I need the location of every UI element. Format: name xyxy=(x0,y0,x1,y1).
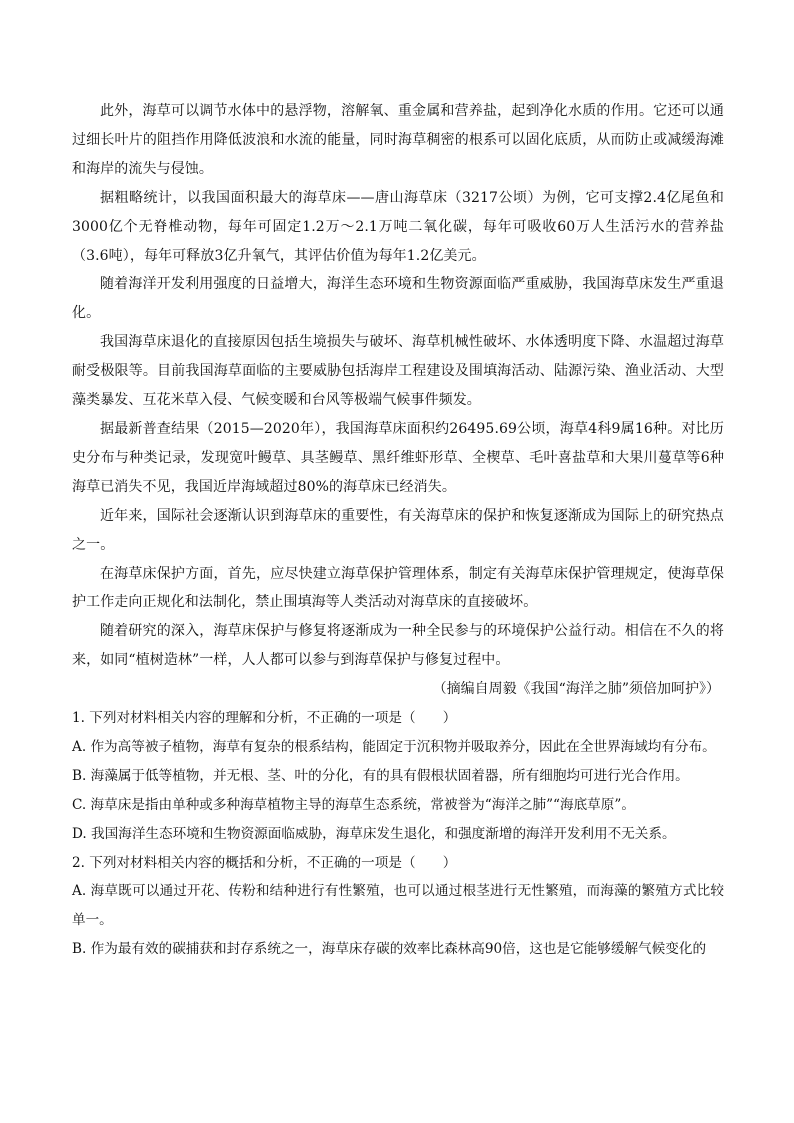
article-paragraph: 此外，海草可以调节水体中的悬浮物，溶解氧、重金属和营养盐，起到净化水质的作用。它还可以通过细长叶片的阻挡作用降低波浪和水流的能量，同时海草稠密的根系可以固化底质，从而防止或减缓海滩和海岸的流失与侵蚀。 xyxy=(72,103,724,177)
question-option-c: C. 海草床是指由单种或多种海草植物主导的海草生态系统，常被誉为“海洋之肺”“海底草原”。 xyxy=(72,796,635,813)
article-paragraph: 在海草床保护方面，首先，应尽快建立海草保护管理体系，制定有关海草床保护管理规定，使海草保护工作走向正规化和法制化，禁止围填海等人类活动对海草床的直接破坏。 xyxy=(72,565,724,611)
article-source: （摘编自周毅《我国“海洋之肺”须倍加呵护》） xyxy=(432,681,720,698)
article-paragraph: 近年来，国际社会逐渐认识到海草床的重要性，有关海草床的保护和恢复逐渐成为国际上的研究热点之一。 xyxy=(72,507,724,553)
article-paragraph: 随着海洋开发利用强度的日益增大，海洋生态环境和生物资源面临严重威胁，我国海草床发生严重退化。 xyxy=(72,276,724,322)
question-stem: 2. 下列对材料相关内容的概括和分析，不正确的一项是（ ） xyxy=(72,854,457,871)
question-2 xyxy=(72,849,724,965)
article-paragraph: 据粗略统计，以我国面积最大的海草床——唐山海草床（3217公顷）为例，它可支撑2.4亿尾鱼和3000亿个无脊椎动物，每年可固定1.2万～2.1万吨二氧化碳，每年可吸收60万人生活污水的营养盐（3.6吨），每年可释放3亿升氧气，其评估价值为每年1.2亿美元。 xyxy=(72,189,724,264)
article-paragraph: 随着研究的深入，海草床保护与修复将逐渐成为一种全民参与的环境保护公益行动。相信在不久的将来，如同“植树造林”一样，人人都可以参与到海草保护与修复过程中。 xyxy=(72,623,724,669)
question-1 xyxy=(72,704,724,849)
question-option-a: A. 海草既可以通过开花、传粉和结种进行有性繁殖，也可以通过根茎进行无性繁殖，而海藻的繁殖方式比较单一。 xyxy=(72,883,724,929)
document-page xyxy=(72,97,724,964)
question-option-b: B. 作为最有效的碳捕获和封存系统之一，海草床存碳的效率比森林高90倍，这也是它能够缓解气候变化的 xyxy=(72,941,707,958)
question-option-a: A. 作为高等被子植物，海草有复杂的根系结构，能固定于沉积物并吸取养分，因此在全世界海域均有分布。 xyxy=(72,738,716,755)
question-option-d: D. 我国海洋生态环境和生物资源面临威胁，海草床发生退化，和强度渐增的海洋开发利用不无关系。 xyxy=(72,825,676,842)
article-paragraph: 据最新普查结果（2015—2020年），我国海草床面积约26495.69公顷，海草4科9属16种。对比历史分布与种类记录，发现宽叶鳗草、具茎鳗草、黑纤维虾形草、全楔草、毛叶喜盐草和大果川蔓草等6种海草已消失不见，我国近岸海域超过80%的海草床已经消失。 xyxy=(72,420,724,495)
article-paragraph: 我国海草床退化的直接原因包括生境损失与破坏、海草机械性破坏、水体透明度下降、水温超过海草耐受极限等。目前我国海草面临的主要威胁包括海岸工程建设及围填海活动、陆源污染、渔业活动、大型藻类暴发、互花米草入侵、气候变暖和台风等极端气候事件频发。 xyxy=(72,334,724,409)
question-stem: 1. 下列对材料相关内容的理解和分析，不正确的一项是（ ） xyxy=(72,710,457,727)
question-option-b: B. 海藻属于低等植物，并无根、茎、叶的分化，有的具有假根状固着器，所有细胞均可进行光合作用。 xyxy=(72,767,689,784)
